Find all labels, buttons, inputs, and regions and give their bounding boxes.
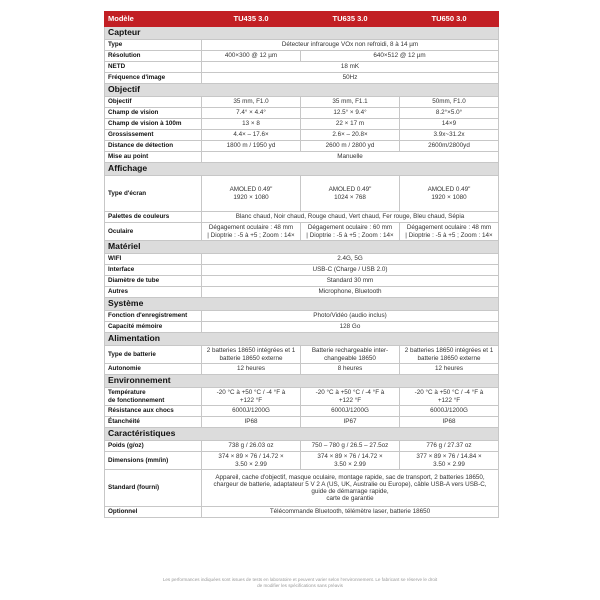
dimensions-line: 3.50 × 2.99 [433, 460, 465, 468]
model-label: Modèle [105, 12, 202, 27]
row-label: Résistance aux chocs [105, 406, 202, 417]
row-label: Palettes de couleurs [105, 212, 202, 223]
section-title: Affichage [105, 163, 499, 176]
row-autonomie [105, 364, 499, 375]
row-label: Grossissement [105, 130, 202, 141]
dimensions-line: 3.50 × 2.99 [334, 460, 366, 468]
row-label: Autonomie [105, 364, 202, 375]
row-label: Résolution [105, 51, 202, 62]
standard-line: carte de garantie [326, 495, 374, 503]
row-label: Type [105, 40, 202, 51]
row-wifi [105, 254, 499, 265]
row-etancheite [105, 417, 499, 428]
spec-table [104, 11, 499, 518]
row-value: 2600m/2800yd [400, 141, 499, 152]
row-value: Standard 30 mm [202, 276, 499, 287]
row-oculaire [105, 223, 499, 241]
row-value: 7.4° × 4.4° [202, 108, 301, 119]
row-optionnel [105, 507, 499, 518]
row-value [301, 346, 400, 364]
ecran-type: AMOLED 0.49" [328, 186, 372, 194]
row-label: Objectif [105, 97, 202, 108]
model-tu650: TU650 3.0 [400, 12, 499, 27]
row-value [301, 388, 400, 406]
row-value: 8 heures [301, 364, 400, 375]
ecran-resolution: 1920 × 1080 [233, 193, 269, 201]
section-caracteristiques [105, 428, 499, 441]
section-title: Capteur [105, 27, 499, 40]
temperature-label-line: de fonctionnement [108, 396, 165, 404]
row-label: Fréquence d'image [105, 73, 202, 84]
row-value [202, 470, 499, 507]
row-value [400, 452, 499, 470]
row-value: Microphone, Bluetooth [202, 287, 499, 298]
row-value: IP67 [301, 417, 400, 428]
row-value: 2600 m / 2800 yd [301, 141, 400, 152]
dimensions-line: 3.50 × 2.99 [235, 460, 267, 468]
row-value: IP68 [202, 417, 301, 428]
row-value [202, 223, 301, 241]
temperature-line: +122 °F [239, 396, 263, 404]
row-value [400, 223, 499, 241]
section-title: Matériel [105, 241, 499, 254]
row-label: Champ de vision à 100m [105, 119, 202, 130]
row-value: 12 heures [202, 364, 301, 375]
temperature-label-line: Température [108, 389, 146, 397]
row-value [202, 176, 301, 212]
dimensions-line: 377 × 89 × 76 / 14.84 × [416, 453, 482, 461]
row-resolution [105, 51, 499, 62]
row-label: Oculaire [105, 223, 202, 241]
row-value: 14×9 [400, 119, 499, 130]
batterie-line: changeable 18650 [324, 354, 376, 362]
ecran-resolution: 1024 × 768 [334, 193, 366, 201]
disclaimer-line: Les performances indiquées sont issues de tests en laboratoire et peuvent varier selon l'environnement. Le fabricant se réserve le droit [162, 577, 438, 582]
temperature-line: -20 °C à +50 °C / -4 °F à [315, 389, 385, 397]
row-label: Fonction d'enregistrement [105, 311, 202, 322]
row-standard [105, 470, 499, 507]
standard-line: guide de démarrage rapide, [311, 488, 389, 495]
row-champ [105, 108, 499, 119]
row-label: Champ de vision [105, 108, 202, 119]
row-mise-au-point [105, 152, 499, 163]
header-row [105, 12, 499, 27]
row-value: 50Hz [202, 73, 499, 84]
temperature-line: -20 °C à +50 °C / -4 °F à [216, 389, 286, 397]
section-title: Caractéristiques [105, 428, 499, 441]
row-label: Type d'écran [105, 176, 202, 212]
row-value: 3.9x~31.2x [400, 130, 499, 141]
row-poids [105, 441, 499, 452]
temperature-line: +122 °F [437, 396, 461, 404]
row-value: 1800 m / 1950 yd [202, 141, 301, 152]
row-value: Détecteur infrarouge VOx non refroidi, 8 à 14 µm [202, 40, 499, 51]
row-label: NETD [105, 62, 202, 73]
section-title: Système [105, 298, 499, 311]
row-value [400, 176, 499, 212]
standard-line: Appareil, cache d'objectif, masque oculaire, montage rapide, sac de transport, 2 batteries 18650, [215, 473, 485, 481]
model-tu435: TU435 3.0 [202, 12, 301, 27]
section-systeme [105, 298, 499, 311]
row-value [202, 346, 301, 364]
oculaire-degagement: Dégagement oculaire : 48 mm [406, 224, 492, 232]
row-value: 8.2°×5.0° [400, 108, 499, 119]
row-value: 12 heures [400, 364, 499, 375]
dimensions-line: 374 × 89 × 76 / 14.72 × [218, 453, 284, 461]
row-label: Étanchéité [105, 417, 202, 428]
row-value: Blanc chaud, Noir chaud, Rouge chaud, Vert chaud, Fer rouge, Bleu chaud, Sépia [202, 212, 499, 223]
section-title: Environnement [105, 375, 499, 388]
section-environnement [105, 375, 499, 388]
row-champ-100m [105, 119, 499, 130]
row-value: 50mm, F1.0 [400, 97, 499, 108]
row-value: 640×512 @ 12 µm [301, 51, 499, 62]
row-value: 6000J/1200G [202, 406, 301, 417]
row-palettes [105, 212, 499, 223]
row-dimensions [105, 452, 499, 470]
row-label: Distance de détection [105, 141, 202, 152]
row-value [400, 388, 499, 406]
row-distance [105, 141, 499, 152]
section-alimentation [105, 333, 499, 346]
row-autres [105, 287, 499, 298]
row-value: 4.4× – 17.6× [202, 130, 301, 141]
row-value [400, 346, 499, 364]
row-value: 6000J/1200G [400, 406, 499, 417]
row-label: Poids (g/oz) [105, 441, 202, 452]
disclaimer [120, 577, 480, 589]
row-value: 400×300 @ 12 µm [202, 51, 301, 62]
row-capacite [105, 322, 499, 333]
row-chocs [105, 406, 499, 417]
row-objectif [105, 97, 499, 108]
section-objectif [105, 84, 499, 97]
row-temperature [105, 388, 499, 406]
section-materiel [105, 241, 499, 254]
row-value: Manuelle [202, 152, 499, 163]
row-value: USB-C (Charge / USB 2.0) [202, 265, 499, 276]
row-diametre [105, 276, 499, 287]
oculaire-dioptrie: | Dioptrie : -5 à +5 ; Zoom : 14× [405, 231, 493, 239]
row-value: 35 mm, F1.1 [301, 97, 400, 108]
row-type [105, 40, 499, 51]
temperature-line: -20 °C à +50 °C / -4 °F à [414, 389, 484, 397]
row-value: 776 g / 27.37 oz [400, 441, 499, 452]
row-label: WIFI [105, 254, 202, 265]
row-batterie [105, 346, 499, 364]
row-label: Capacité mémoire [105, 322, 202, 333]
batterie-line: 2 batteries 18650 intégrées et 1 [404, 347, 494, 355]
row-label: Mise au point [105, 152, 202, 163]
row-value: 750 – 780 g / 26.5 – 27.5oz [301, 441, 400, 452]
row-ecran [105, 176, 499, 212]
section-capteur [105, 27, 499, 40]
row-value: Télécommande Bluetooth, télémètre laser, batterie 18650 [202, 507, 499, 518]
ecran-resolution: 1920 × 1080 [431, 193, 467, 201]
row-value [202, 452, 301, 470]
row-value [301, 452, 400, 470]
row-label: Standard (fourni) [105, 470, 202, 507]
disclaimer-line: de modifier les spécifications sans préavis [257, 583, 343, 588]
batterie-line: Batterie rechargeable inter- [311, 347, 389, 355]
row-value [202, 388, 301, 406]
model-tu635: TU635 3.0 [301, 12, 400, 27]
row-value [301, 176, 400, 212]
row-value [301, 223, 400, 241]
row-label: Diamètre de tube [105, 276, 202, 287]
oculaire-dioptrie: | Dioptrie : -5 à +5 ; Zoom : 14× [207, 231, 295, 239]
row-value: 738 g / 26.03 oz [202, 441, 301, 452]
row-label: Type de batterie [105, 346, 202, 364]
standard-line: chargeur de batterie, adaptateur 5 V 2 A (US, UK, Australie ou Europe), câble USB-A vers USB-C, [213, 480, 487, 488]
row-value: Photo/Vidéo (audio inclus) [202, 311, 499, 322]
oculaire-degagement: Dégagement oculaire : 60 mm [307, 224, 393, 232]
batterie-line: 2 batteries 18650 intégrées et 1 [206, 347, 296, 355]
oculaire-dioptrie: | Dioptrie : -5 à +5 ; Zoom : 14× [306, 231, 394, 239]
row-netd [105, 62, 499, 73]
row-value: 2.4G, 5G [202, 254, 499, 265]
section-title: Objectif [105, 84, 499, 97]
row-grossissement [105, 130, 499, 141]
row-value: 35 mm, F1.0 [202, 97, 301, 108]
row-enregistrement [105, 311, 499, 322]
row-label [105, 388, 202, 406]
batterie-line: batterie 18650 externe [417, 354, 481, 362]
row-value: 13 × 8 [202, 119, 301, 130]
ecran-type: AMOLED 0.49" [229, 186, 273, 194]
row-frequence [105, 73, 499, 84]
row-value: 2.6× – 20.8× [301, 130, 400, 141]
ecran-type: AMOLED 0.49" [427, 186, 471, 194]
section-title: Alimentation [105, 333, 499, 346]
section-affichage [105, 163, 499, 176]
row-label: Autres [105, 287, 202, 298]
temperature-line: +122 °F [338, 396, 362, 404]
batterie-line: batterie 18650 externe [219, 354, 283, 362]
row-label: Interface [105, 265, 202, 276]
row-value: 12.5° × 9.4° [301, 108, 400, 119]
dimensions-line: 374 × 89 × 76 / 14.72 × [317, 453, 383, 461]
row-value: 18 mK [202, 62, 499, 73]
row-value: 128 Go [202, 322, 499, 333]
row-interface [105, 265, 499, 276]
row-label: Optionnel [105, 507, 202, 518]
oculaire-degagement: Dégagement oculaire : 48 mm [208, 224, 294, 232]
row-value: IP68 [400, 417, 499, 428]
row-label: Dimensions (mm/in) [105, 452, 202, 470]
row-value: 6000J/1200G [301, 406, 400, 417]
row-value: 22 × 17 m [301, 119, 400, 130]
